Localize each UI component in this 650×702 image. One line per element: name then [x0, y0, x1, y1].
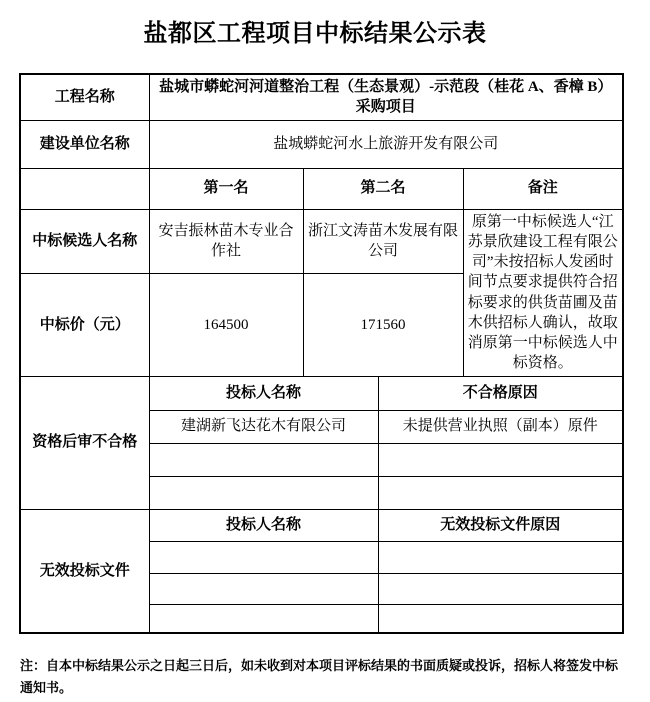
price-row-label: 中标价（元）: [20, 274, 149, 376]
second-price-value: 171560: [303, 274, 463, 376]
unqualified-reason-value: 未提供营业执照（副本）原件: [378, 410, 623, 443]
remark-value: 原第一中标候选人“江苏景欣建设工程有限公司”未按招标人发函时间节点要求提供符合招标要求的供货苗圃及苗木供招标人确认，故取消原第一中标候选人中标资格。: [463, 209, 623, 376]
remark-header: 备注: [463, 168, 623, 209]
unqualified-bidder-empty-cell: [149, 476, 378, 509]
bid-result-table: [19, 73, 624, 634]
unqualified-header-row: [20, 376, 623, 410]
unqualified-bidder-header: 投标人名称: [149, 376, 378, 410]
unqualified-reason-empty-cell: [378, 443, 623, 476]
invalid-reason-empty-cell: [378, 573, 623, 604]
invalid-bidder-empty-cell: [149, 541, 378, 573]
second-candidate-value: 浙江文涛苗木发展有限公司: [303, 209, 463, 274]
invalid-bidder-empty-cell: [149, 604, 378, 633]
candidate-row-label: 中标候选人名称: [20, 209, 149, 274]
project-name-label: 工程名称: [20, 74, 149, 120]
footer-note: 注：自本中标结果公示之日起三日后，如未收到对本项目评标结果的书面质疑或投诉，招标人将签发中标通知书。: [20, 658, 619, 695]
invalid-reason-empty-cell: [378, 541, 623, 573]
owner-row: [20, 120, 623, 168]
ranking-header-empty-cell: [20, 168, 149, 209]
ranking-header-row: [20, 168, 623, 209]
project-name-value: 盐城市蟒蛇河河道整治工程（生态景观）-示范段（桂花 A、香樟 B）采购项目: [149, 74, 623, 120]
invalid-reason-empty-cell: [378, 604, 623, 633]
unqualified-bidder-value: 建湖新飞达花木有限公司: [149, 410, 378, 443]
unqualified-bidder-empty-cell: [149, 443, 378, 476]
owner-label: 建设单位名称: [20, 120, 149, 168]
unqualified-section-label: 资格后审不合格: [20, 376, 149, 509]
unqualified-reason-empty-cell: [378, 476, 623, 509]
unqualified-reason-header: 不合格原因: [378, 376, 623, 410]
invalid-bidder-empty-cell: [149, 573, 378, 604]
page-title: 盐都区工程项目中标结果公示表: [143, 21, 487, 47]
candidate-row: [20, 209, 623, 274]
invalid-header-row: [20, 509, 623, 541]
second-place-header: 第二名: [303, 168, 463, 209]
invalid-bidder-header: 投标人名称: [149, 509, 378, 541]
first-price-value: 164500: [149, 274, 303, 376]
invalid-section-label: 无效投标文件: [20, 509, 149, 633]
invalid-reason-header: 无效投标文件原因: [378, 509, 623, 541]
owner-value: 盐城蟒蛇河水上旅游开发有限公司: [149, 120, 623, 168]
first-candidate-value: 安吉振林苗木专业合作社: [149, 209, 303, 274]
project-name-row: [20, 74, 623, 120]
first-place-header: 第一名: [149, 168, 303, 209]
